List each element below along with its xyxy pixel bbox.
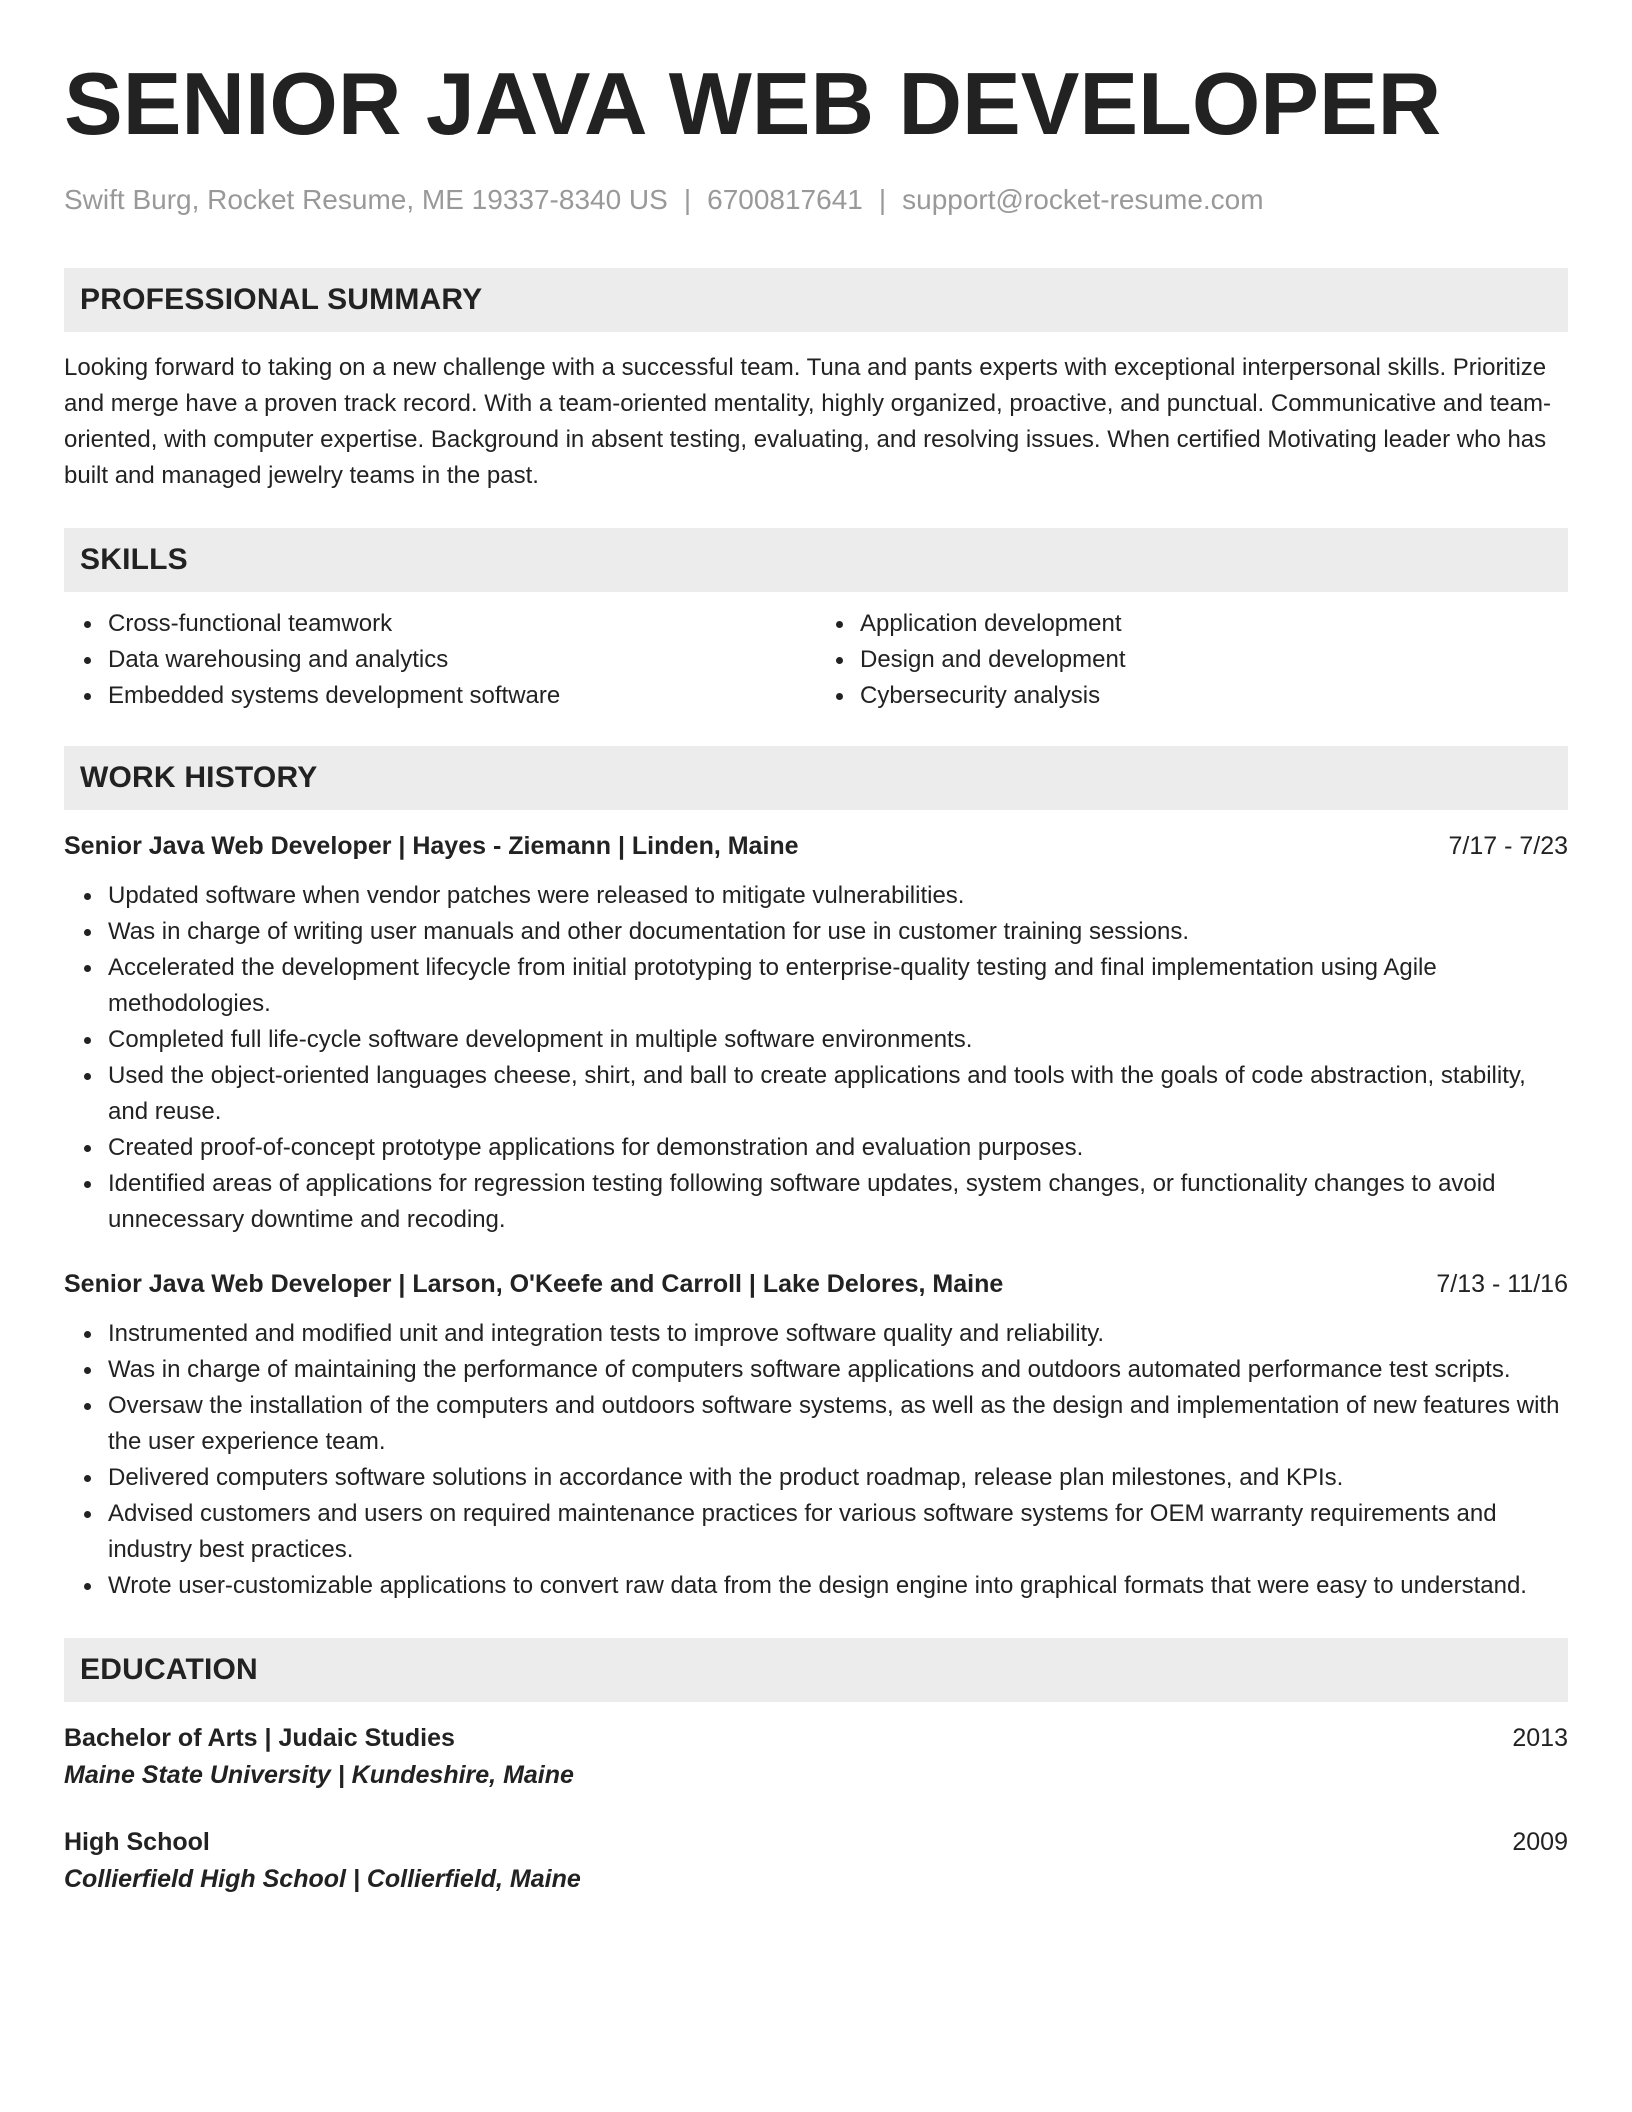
job-entry xyxy=(64,828,1568,1238)
skill-item: Design and development xyxy=(860,642,1568,678)
education-year: 2013 xyxy=(1512,1724,1568,1752)
education-entry xyxy=(64,1824,1568,1898)
contact-separator: | xyxy=(878,184,887,215)
contact-email: support@rocket-resume.com xyxy=(902,184,1264,215)
job-dates: 7/17 - 7/23 xyxy=(1448,832,1568,860)
job-bullet: Was in charge of writing user manuals and other documentation for use in customer training sessions. xyxy=(108,914,1568,950)
education-degree: Bachelor of Arts | Judaic Studies xyxy=(64,1724,455,1752)
job-bullet: Completed full life-cycle software development in multiple software environments. xyxy=(108,1022,1568,1058)
job-bullet: Delivered computers software solutions in accordance with the product roadmap, release plan milestones, and KPIs. xyxy=(108,1460,1568,1496)
skills-heading: SKILLS xyxy=(64,528,1568,592)
skill-item: Cross-functional teamwork xyxy=(108,606,816,642)
job-bullet: Used the object-oriented languages cheese, shirt, and ball to create applications and tools with the goals of code abstraction, stability, and reuse. xyxy=(108,1058,1568,1130)
job-title: Senior Java Web Developer | Larson, O'Keefe and Carroll | Lake Delores, Maine xyxy=(64,1270,1004,1298)
work-section xyxy=(64,746,1568,1604)
education-school: Collierfield High School | Collierfield, Maine xyxy=(64,1865,581,1893)
summary-heading: PROFESSIONAL SUMMARY xyxy=(64,268,1568,332)
job-bullet: Wrote user-customizable applications to convert raw data from the design engine into graphical formats that were easy to understand. xyxy=(108,1568,1568,1604)
contact-separator: | xyxy=(683,184,692,215)
education-entry xyxy=(64,1720,1568,1794)
skill-item: Cybersecurity analysis xyxy=(860,678,1568,714)
job-bullet: Instrumented and modified unit and integration tests to improve software quality and reliability. xyxy=(108,1316,1568,1352)
skills-grid xyxy=(64,606,1568,714)
job-bullet: Advised customers and users on required maintenance practices for various software systems for OEM warranty requirements and industry best practices. xyxy=(108,1496,1568,1568)
job-header xyxy=(64,828,1568,864)
education-year: 2009 xyxy=(1512,1828,1568,1856)
job-bullet: Was in charge of maintaining the performance of computers software applications and outdoors automated performance test scripts. xyxy=(108,1352,1568,1388)
skill-item: Application development xyxy=(860,606,1568,642)
job-entry xyxy=(64,1266,1568,1604)
education-header xyxy=(64,1720,1568,1756)
job-bullet: Created proof-of-concept prototype applications for demonstration and evaluation purposes. xyxy=(108,1130,1568,1166)
job-bullet: Updated software when vendor patches were released to mitigate vulnerabilities. xyxy=(108,878,1568,914)
skills-section xyxy=(64,528,1568,714)
work-heading: WORK HISTORY xyxy=(64,746,1568,810)
education-school: Maine State University | Kundeshire, Maine xyxy=(64,1761,574,1789)
job-bullet: Accelerated the development lifecycle from initial prototyping to enterprise-quality testing and final implementation using Agile methodologies. xyxy=(108,950,1568,1022)
summary-text: Looking forward to taking on a new challenge with a successful team. Tuna and pants experts with exceptional interpersonal skills. Prioritize and merge have a proven track record. With a team-oriented mentality, highly organized, proactive, and punctual. Communicative and team-oriented, with computer expertise. Background in absent testing, evaluating, and resolving issues. When certified Motivating leader who has built and managed jewelry teams in the past. xyxy=(64,354,1551,489)
contact-address: Swift Burg, Rocket Resume, ME 19337-8340 US xyxy=(64,184,668,215)
education-heading: EDUCATION xyxy=(64,1638,1568,1702)
skills-list-right xyxy=(816,606,1568,714)
job-bullets xyxy=(64,878,1568,1238)
job-bullet: Oversaw the installation of the computers and outdoors software systems, as well as the design and implementation of new features with the user experience team. xyxy=(108,1388,1568,1460)
job-dates: 7/13 - 11/16 xyxy=(1436,1270,1568,1298)
contact-line xyxy=(64,182,1568,218)
job-header xyxy=(64,1266,1568,1302)
education-degree: High School xyxy=(64,1828,210,1856)
skill-item: Embedded systems development software xyxy=(108,678,816,714)
contact-phone: 6700817641 xyxy=(707,184,863,215)
job-bullet: Identified areas of applications for regression testing following software updates, system changes, or functionality changes to avoid unnecessary downtime and recoding. xyxy=(108,1166,1568,1238)
skill-item: Data warehousing and analytics xyxy=(108,642,816,678)
candidate-name: SENIOR JAVA WEB DEVELOPER xyxy=(64,54,1442,153)
job-title: Senior Java Web Developer | Hayes - Ziemann | Linden, Maine xyxy=(64,832,799,860)
skills-list-left xyxy=(64,606,816,714)
education-section xyxy=(64,1638,1568,1898)
education-header xyxy=(64,1824,1568,1860)
job-bullets xyxy=(64,1316,1568,1604)
summary-section xyxy=(64,268,1568,494)
